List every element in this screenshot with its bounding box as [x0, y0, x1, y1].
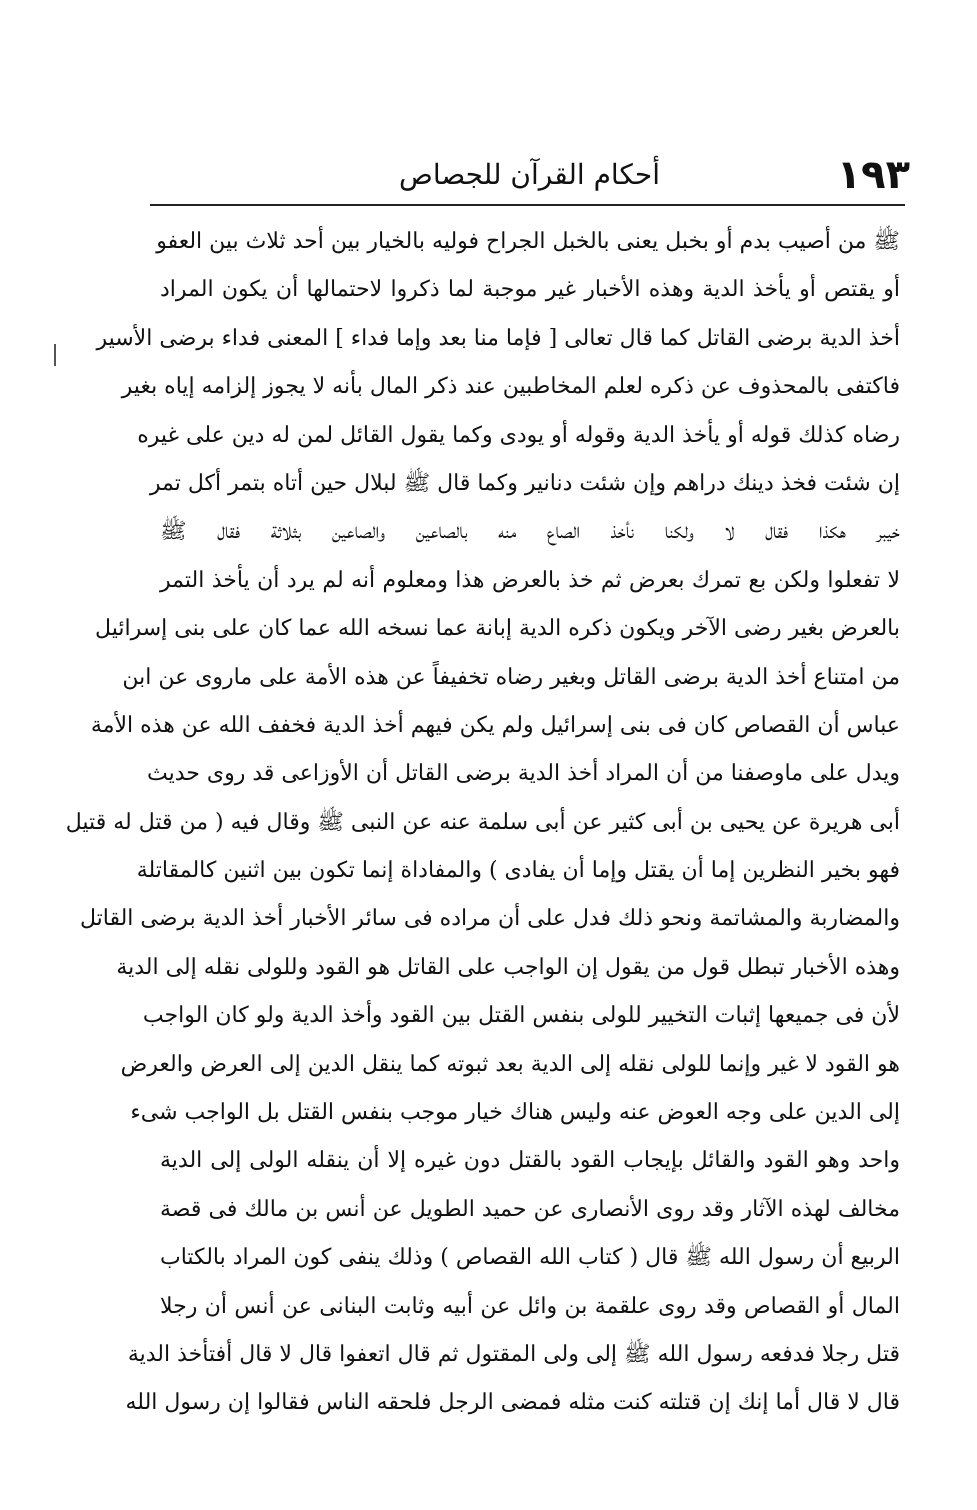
running-title: أحكام القرآن للجصاص [398, 158, 660, 191]
text-line: المال أو القصاص وقد روى علقمة بن وائل عن أبيه وثابت البنانى عن أنس أن رجلا [160, 1293, 900, 1319]
text-line: قال لا قال أما إنك إن قتلته كنت مثله فمضى الرجل فلحقه الناس فقالوا إن رسول الله [125, 1390, 900, 1416]
text-line: إلى الدين على وجه العوض عنه وليس هناك خيار موجب بنفس القتل بل الواجب شىء [130, 1100, 900, 1126]
header-rule [150, 204, 905, 206]
page-number: ١٩٣ [836, 152, 910, 198]
text-line: الربيع أن رسول الله ﷺ قال ( كتاب الله القصاص ) وذلك ينفى كون المراد بالكتاب [160, 1245, 900, 1271]
text-line: ﷺ من أصيب بدم أو بخبل يعنى بالخبل الجراح فوليه بالخيار بين أحد ثلاث بين العفو [156, 229, 900, 254]
text-line: هو القود لا غير وإنما للولى نقله إلى الدية بعد ثبوته كما ينقل الدين إلى العرض والعرض [120, 1051, 900, 1077]
text-line: لأن فى جميعها إثبات التخيير للولى بنفس القتل بين القود وأخذ الدية ولو كان الواجب [142, 1003, 900, 1029]
text-line: ويدل على ماوصفنا من أن المراد أخذ الدية برضى القاتل أن الأوزاعى قد روى حديث [147, 761, 900, 787]
text-line: وهذه الأخبار تبطل قول من يقول إن الواجب على القاتل هو القود وللولى نقله إلى الدية [116, 954, 900, 980]
text-line: خيبر هكذا فقال لا ولكنا نأخذ الصاع منه بالصاعين والصاعين بثلاثة فقال ﷺ [160, 519, 900, 545]
text-line: والمضاربة والمشاتمة ونحو ذلك فدل على أن مراده فى سائر الأخبار أخذ الدية برضى القاتل [79, 906, 900, 932]
text-line: قتل رجلا فدفعه رسول الله ﷺ إلى ولى المقتول ثم قال اتعفوا قال لا قال أفتأخذ الدية [127, 1341, 900, 1367]
text-line: بالعرض بغير رضى الآخر ويكون ذكره الدية إبانة عما نسخه الله عما كان على بنى إسرائيل [95, 616, 900, 642]
text-line: أخذ الدية برضى القاتل كما قال تعالى [ فإما منا بعد وإما فداء ] المعنى فداء برضى الأسير [96, 325, 900, 351]
text-line: رضاه كذلك قوله أو يأخذ الدية وقوله أو يودى وكما يقول القائل لمن له دين على غيره [137, 422, 900, 448]
margin-mark [54, 344, 56, 366]
text-line: فاكتفى بالمحذوف عن ذكره لعلم المخاطبين عند ذكر المال بأنه لا يجوز إلزامه إياه بغير [121, 374, 900, 400]
text-line: أبى هريرة عن يحيى بن أبى كثير عن أبى سلمة عنه عن النبى ﷺ وقال فيه ( من قتل له قتيل [65, 809, 900, 835]
text-line: عباس أن القصاص كان فى بنى إسرائيل ولم يكن فيهم أخذ الدية فخفف الله عن هذه الأمة [90, 712, 900, 738]
body-text [65, 218, 900, 1428]
text-line: فهو بخير النظرين إما أن يقتل وإما أن يفادى ) والمفاداة إنما تكون بين اثنين كالمقاتلة [136, 858, 900, 884]
text-line: من امتناع أخذ الدية برضى القاتل وبغير رضاه تخفيفاً عن هذه الأمة على ماروى عن ابن [122, 664, 900, 690]
text-line: أو يقتص أو يأخذ الدية وهذه الأخبار غير موجبة لما ذكروا لاحتمالها أن يكون المراد [160, 277, 900, 303]
page-header [150, 150, 910, 200]
text-line: مخالف لهذه الآثار وقد روى الأنصارى عن حميد الطويل عن أنس بن مالك فى قصة [160, 1196, 900, 1222]
text-line: واحد وهو القود والقائل بإيجاب القود بالقتل دون غيره إلا أن ينقله الولى إلى الدية [160, 1148, 900, 1174]
text-line: إن شئت فخذ دينك دراهم وإن شئت دنانير وكما قال ﷺ لبلال حين أتاه بتمر أكل تمر [149, 470, 900, 496]
text-line: لا تفعلوا ولكن بع تمرك بعرض ثم خذ بالعرض هذا ومعلوم أنه لم يرد أن يأخذ التمر [160, 567, 900, 593]
